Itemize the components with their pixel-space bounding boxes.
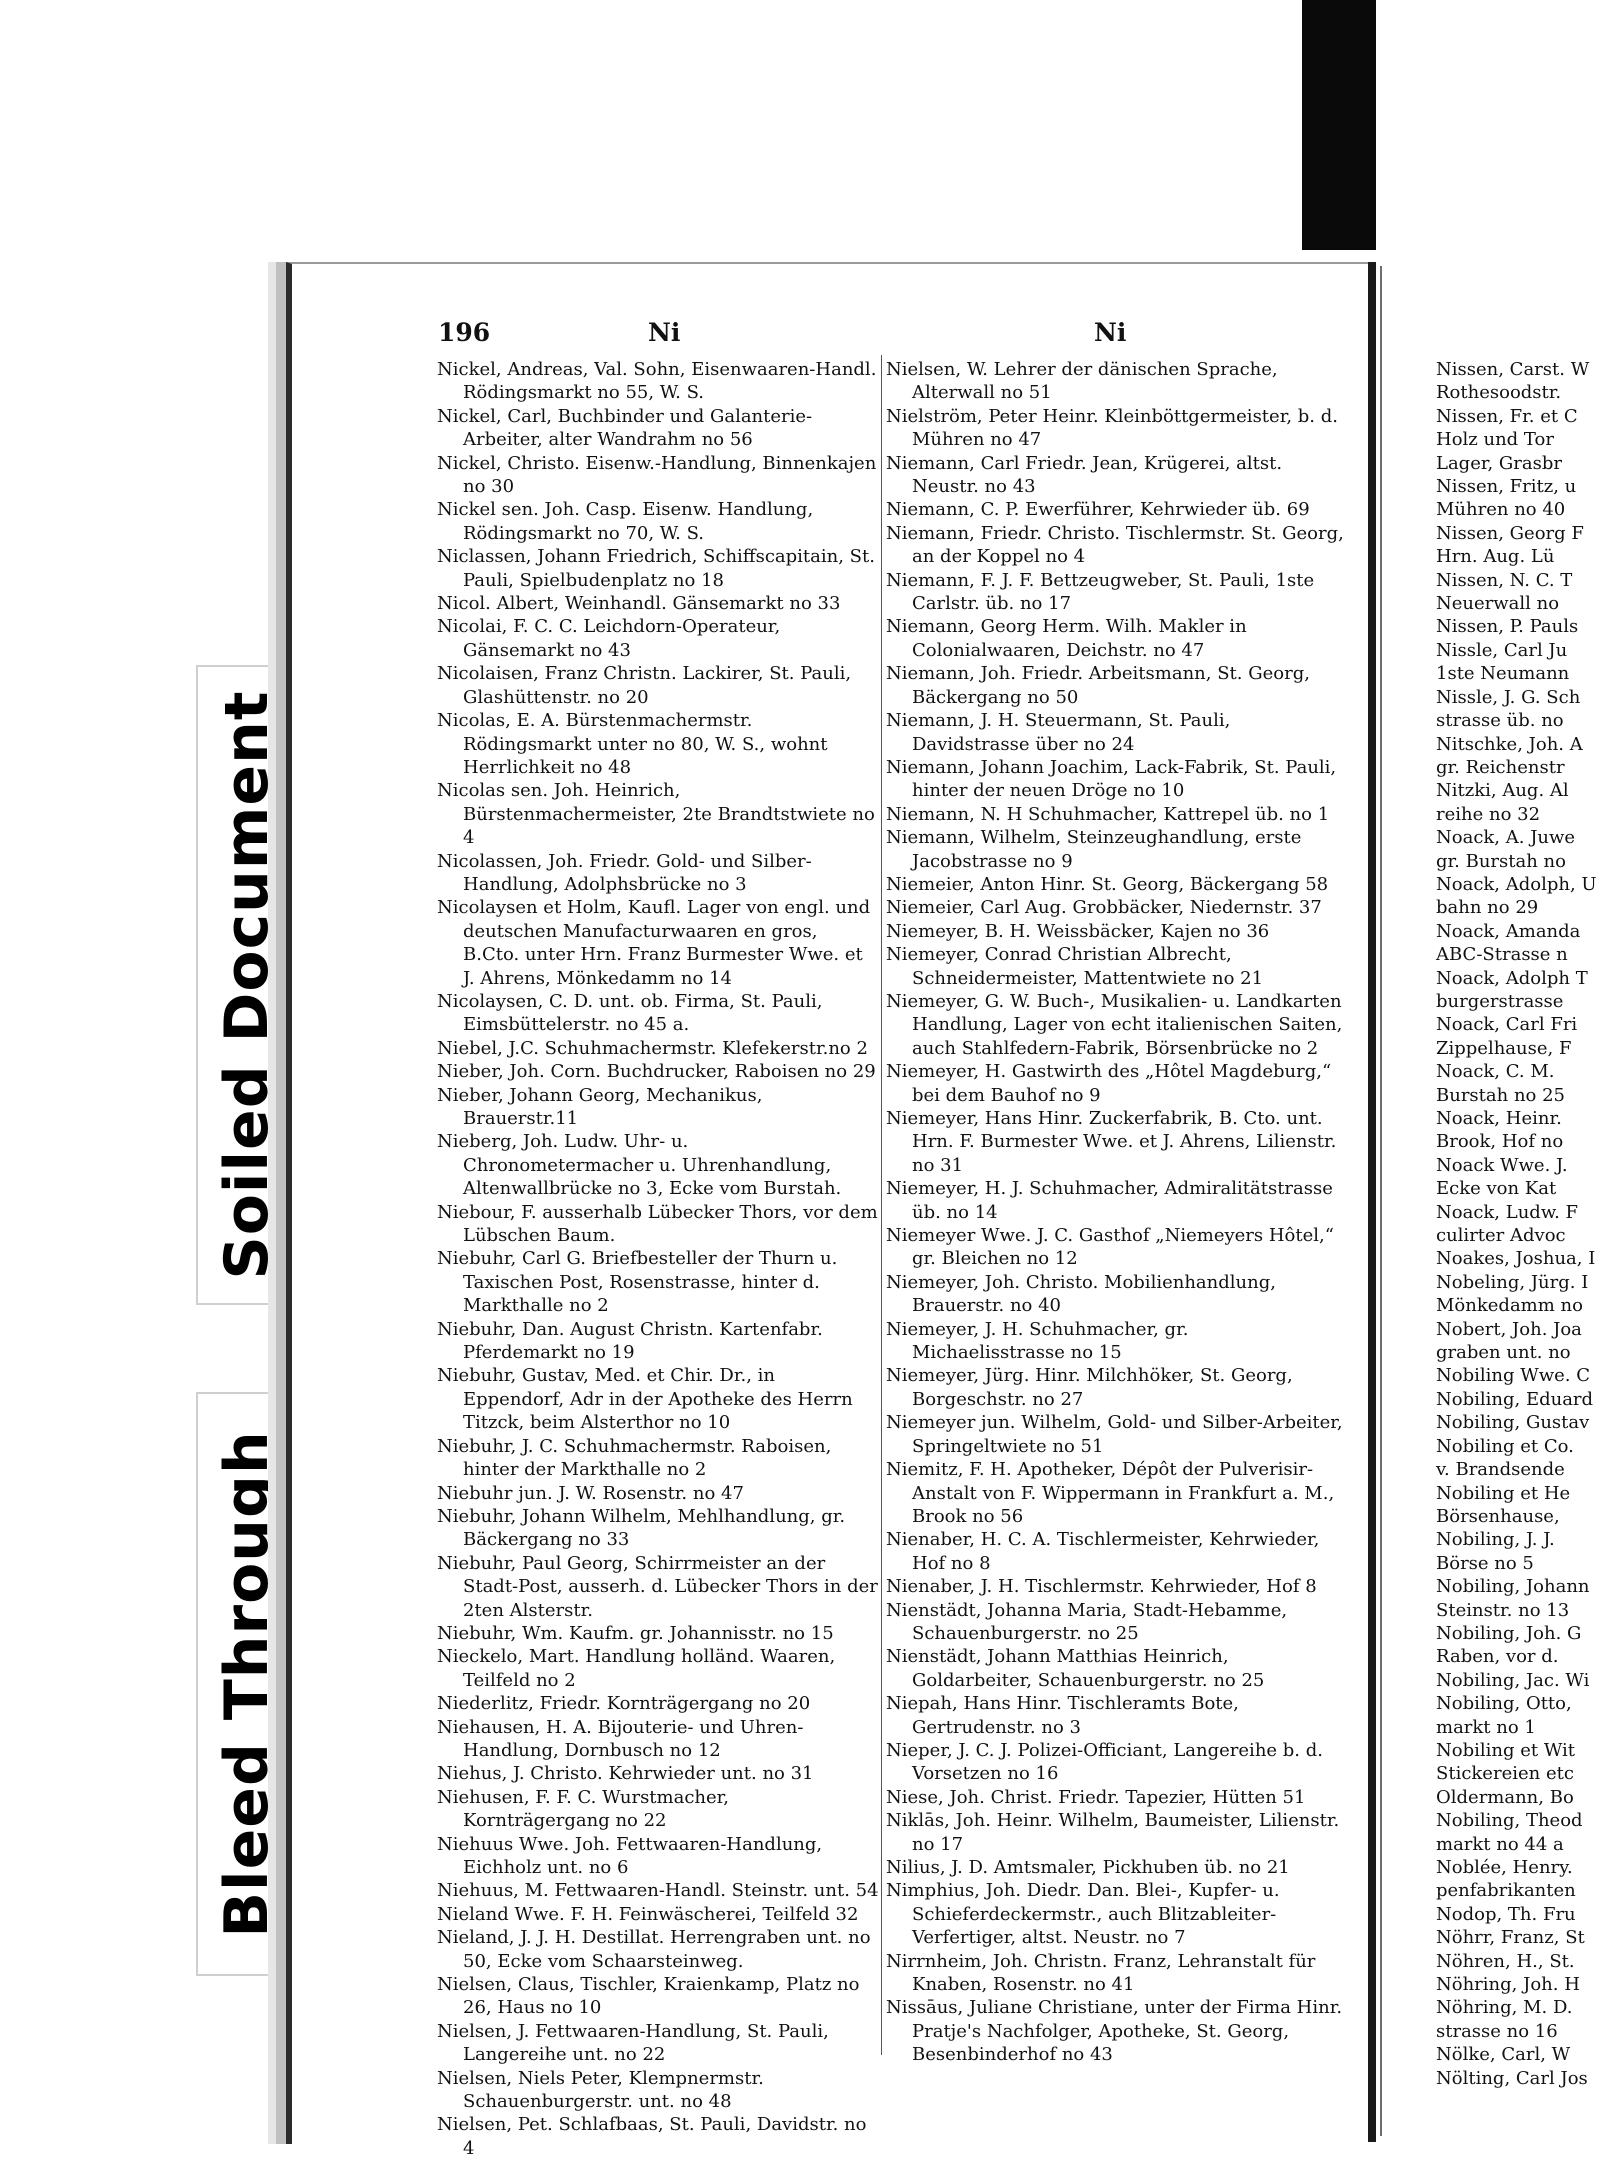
directory-entry: Nicolas sen. Joh. Heinrich, Bürstenmachermeister, 2te Brandtstwiete no 4 bbox=[437, 780, 875, 849]
directory-entry: Nöhren, H., St. bbox=[1436, 1950, 1575, 1972]
directory-entry: Niemeyer, B. H. Weissbäcker, Kajen no 36 bbox=[886, 920, 1270, 942]
directory-entry: Raben, vor d. bbox=[1436, 1646, 1559, 1668]
directory-entry: Mönkedamm no bbox=[1436, 1295, 1583, 1317]
directory-entry: Nitzki, Aug. Al bbox=[1436, 780, 1569, 802]
directory-entry: Noack, Ludw. F bbox=[1436, 1201, 1579, 1223]
directory-entry: Nobiling, Jac. Wi bbox=[1436, 1669, 1590, 1691]
directory-entry: Noack Wwe. J. bbox=[1436, 1154, 1568, 1176]
directory-entry: Nissen, P. Pauls bbox=[1436, 616, 1579, 638]
directory-entry: Nirrnheim, Joh. Christn. Franz, Lehranstalt für Knaben, Rosenstr. no 41 bbox=[886, 1950, 1316, 1996]
directory-entry: Nielström, Peter Heinr. Kleinböttgermeister, b. d. Mühren no 47 bbox=[886, 405, 1338, 451]
directory-entry: Niederlitz, Friedr. Kornträgergang no 20 bbox=[437, 1693, 811, 1715]
directory-entry: Niemann, N. H Schuhmacher, Kattrepel üb. no 1 bbox=[886, 803, 1330, 825]
directory-entry: Noack, Carl Fri bbox=[1436, 1014, 1578, 1036]
directory-entry: Nieber, Joh. Corn. Buchdrucker, Raboisen no 29 bbox=[437, 1061, 876, 1083]
directory-entry: Niepah, Hans Hinr. Tischleramts Bote, Gertrudenstr. no 3 bbox=[886, 1693, 1239, 1738]
directory-entry: markt no 1 bbox=[1436, 1716, 1536, 1738]
directory-entry: Holz und Tor bbox=[1436, 429, 1554, 451]
directory-entry: Nicolassen, Joh. Friedr. Gold- und Silber-Handlung, Adolphsbrücke no 3 bbox=[437, 850, 812, 895]
directory-entry: Nobiling, Eduard bbox=[1436, 1388, 1594, 1410]
directory-entry: Nölting, Carl Jos bbox=[1436, 2067, 1588, 2089]
directory-entry: graben unt. no bbox=[1436, 1342, 1571, 1364]
directory-entry: Noack, A. Juwe bbox=[1436, 827, 1576, 849]
directory-entry: Niebuhr jun. J. W. Rosenstr. no 47 bbox=[437, 1482, 744, 1504]
directory-entry: Niemeyer, Hans Hinr. Zuckerfabrik, B. Cto. unt. Hrn. F. Burmester Wwe. et J. Ahrens, Lilienstr. no 31 bbox=[886, 1108, 1337, 1176]
directory-entry: Niemeyer Wwe. J. C. Gasthof „Niemeyers Hôtel,“ gr. Bleichen no 12 bbox=[886, 1225, 1334, 1270]
directory-entry: reihe no 32 bbox=[1436, 803, 1541, 825]
directory-entry: burgerstrasse bbox=[1436, 990, 1564, 1012]
directory-entry: Niebuhr, Dan. August Christn. Kartenfabr. Pferdemarkt no 19 bbox=[437, 1318, 823, 1364]
directory-entry: Nickel sen. Joh. Casp. Eisenw. Handlung, Rödingsmarkt no 70, W. S. bbox=[437, 499, 814, 544]
directory-entry: Niemann, F. J. F. Bettzeugweber, St. Pauli, 1ste Carlstr. üb. no 17 bbox=[886, 569, 1315, 615]
column-rule bbox=[881, 355, 882, 2055]
directory-entry: Niemann, Friedr. Christo. Tischlermstr. St. Georg, an der Koppel no 4 bbox=[886, 522, 1344, 568]
directory-entry: Hrn. Aug. Lü bbox=[1436, 546, 1555, 568]
directory-entry: strasse no 16 bbox=[1436, 2020, 1558, 2042]
directory-entry: Noakes, Joshua, I bbox=[1436, 1248, 1596, 1270]
directory-entry: Nienaber, J. H. Tischlermstr. Kehrwieder, Hof 8 bbox=[886, 1576, 1317, 1598]
directory-entry: Nicolaysen, C. D. unt. ob. Firma, St. Pauli, Eimsbüttelerstr. no 45 a. bbox=[437, 990, 823, 1036]
directory-entry: strasse üb. no bbox=[1436, 710, 1564, 732]
directory-entry: Nobiling Wwe. C bbox=[1436, 1365, 1590, 1387]
directory-entry: Niebuhr, J. C. Schuhmachermstr. Raboisen, hinter der Markthalle no 2 bbox=[437, 1435, 832, 1481]
directory-entry: Nobiling et He bbox=[1436, 1482, 1571, 1504]
soiled-document-label bbox=[196, 665, 298, 1305]
directory-entry: Nickel, Andreas, Val. Sohn, Eisenwaaren-Handl. Rödingsmarkt no 55, W. S. bbox=[437, 359, 877, 404]
left-running-head: Ni bbox=[648, 318, 681, 347]
directory-entry: Nobeling, Jürg. I bbox=[1436, 1271, 1589, 1293]
directory-entry: Nobiling, Johann bbox=[1436, 1576, 1590, 1598]
directory-entry: 1ste Neumann bbox=[1436, 663, 1570, 685]
directory-entry: Noack, Adolph T bbox=[1436, 967, 1588, 989]
directory-entry: Nodop, Th. Fru bbox=[1436, 1903, 1576, 1925]
directory-entry: Niemeyer, Jürg. Hinr. Milchhöker, St. Georg, Borgeschstr. no 27 bbox=[886, 1365, 1293, 1410]
directory-entry: Niemann, Johann Joachim, Lack-Fabrik, St. Pauli, hinter der neuen Dröge no 10 bbox=[886, 756, 1337, 802]
directory-entry: Nöhring, Joh. H bbox=[1436, 1974, 1580, 1996]
directory-entry: Niemitz, F. H. Apotheker, Dépôt der Pulverisir-Anstalt von F. Wippermann in Frankfurt a. M., Brook no 56 bbox=[886, 1459, 1335, 1527]
directory-entry: Nienstädt, Johann Matthias Heinrich, Goldarbeiter, Schauenburgerstr. no 25 bbox=[886, 1646, 1265, 1691]
page-gutter bbox=[1368, 262, 1376, 2142]
right-column bbox=[886, 358, 1344, 2067]
directory-entry: Niemann, J. H. Steuermann, St. Pauli, Davidstrasse über no 24 bbox=[886, 710, 1231, 755]
page-number: 196 bbox=[438, 318, 491, 347]
directory-entry: Niemeier, Anton Hinr. St. Georg, Bäckergang 58 bbox=[886, 873, 1329, 895]
directory-entry: Niemeyer jun. Wilhelm, Gold- und Silber-Arbeiter, Springeltwiete no 51 bbox=[886, 1412, 1343, 1457]
directory-entry: Niehusen, F. F. C. Wurstmacher, Kornträgergang no 22 bbox=[437, 1786, 730, 1832]
directory-entry: Nieckelo, Mart. Handlung holländ. Waaren, Teilfeld no 2 bbox=[437, 1646, 836, 1691]
directory-entry: v. Brandsende bbox=[1436, 1459, 1565, 1481]
directory-entry: Niemann, Georg Herm. Wilh. Makler in Colonialwaaren, Deichstr. no 47 bbox=[886, 616, 1247, 661]
directory-entry: Niebuhr, Wm. Kaufm. gr. Johannisstr. no 15 bbox=[437, 1622, 834, 1644]
directory-entry: bahn no 29 bbox=[1436, 897, 1539, 919]
directory-entry: Nissen, Carst. W bbox=[1436, 359, 1590, 380]
next-page-column bbox=[1436, 358, 1600, 2090]
directory-entry: Nobiling, J. J. bbox=[1436, 1529, 1555, 1551]
soiled-document-text: Soiled Document bbox=[212, 690, 282, 1280]
directory-entry: Niehuus, M. Fettwaaren-Handl. Steinstr. unt. 54 bbox=[437, 1880, 879, 1902]
directory-entry: Börsenhause, bbox=[1436, 1505, 1560, 1527]
directory-entry: Oldermann, Bo bbox=[1436, 1786, 1574, 1808]
directory-entry: Nicol. Albert, Weinhandl. Gänsemarkt no 33 bbox=[437, 593, 841, 615]
directory-entry: Nieland, J. J. H. Destillat. Herrengraben unt. no 50, Ecke vom Schaarsteinweg. bbox=[437, 1927, 871, 1972]
directory-entry: Zippelhause, F bbox=[1436, 1037, 1572, 1059]
directory-entry: Nobiling, Gustav bbox=[1436, 1412, 1590, 1434]
directory-entry: gr. Reichenstr bbox=[1436, 756, 1565, 778]
directory-entry: Nieber, Johann Georg, Mechanikus, Brauerstr.11 bbox=[437, 1084, 763, 1129]
directory-entry: Niehuus Wwe. Joh. Fettwaaren-Handlung, Eichholz unt. no 6 bbox=[437, 1833, 823, 1878]
directory-entry: Nicolaysen et Holm, Kaufl. Lager von engl. und deutschen Manufacturwaaren en gros, B.Cto. unter Hrn. Franz Burmester Wwe. et J. Ahrens, Mönkedamm no 14 bbox=[437, 897, 871, 989]
directory-entry: Nielsen, Pet. Schlafbaas, St. Pauli, Davidstr. no 4 bbox=[437, 2114, 867, 2159]
directory-entry: Nielsen, Claus, Tischler, Kraienkamp, Platz no 26, Haus no 10 bbox=[437, 1974, 860, 2019]
directory-entry: gr. Burstah no bbox=[1436, 850, 1566, 872]
directory-entry: Nissen, Georg F bbox=[1436, 522, 1584, 544]
directory-entry: Niehus, J. Christo. Kehrwieder unt. no 31 bbox=[437, 1763, 814, 1785]
directory-entry: Lager, Grasbr bbox=[1436, 452, 1563, 474]
directory-entry: Niebuhr, Carl G. Briefbesteller der Thurn u. Taxischen Post, Rosenstrasse, hinter d. Markthalle no 2 bbox=[437, 1248, 838, 1317]
directory-entry: Nitschke, Joh. A bbox=[1436, 733, 1583, 755]
directory-entry: Nieland Wwe. F. H. Feinwäscherei, Teilfeld 32 bbox=[437, 1903, 859, 1925]
directory-entry: Niemeyer, J. H. Schuhmacher, gr. Michaelisstrasse no 15 bbox=[886, 1318, 1189, 1364]
directory-entry: Nissen, Fritz, u bbox=[1436, 476, 1577, 498]
directory-entry: Noack, C. M. bbox=[1436, 1061, 1555, 1083]
directory-entry: Nissle, Carl Ju bbox=[1436, 639, 1568, 661]
right-running-head: Ni bbox=[1094, 318, 1127, 347]
directory-entry: Neuerwall no bbox=[1436, 593, 1560, 615]
directory-entry: Nobiling, Joh. G bbox=[1436, 1622, 1582, 1644]
directory-entry: Steinstr. no 13 bbox=[1436, 1599, 1570, 1621]
bleed-through-label bbox=[196, 1392, 298, 1976]
directory-entry: Nobiling, Otto, bbox=[1436, 1693, 1572, 1715]
directory-entry: Nielsen, W. Lehrer der dänischen Sprache, Alterwall no 51 bbox=[886, 359, 1278, 404]
directory-entry: Brook, Hof no bbox=[1436, 1131, 1564, 1153]
directory-entry: Niebuhr, Paul Georg, Schirrmeister an der Stadt-Post, ausserh. d. Lübecker Thors in der 2ten Alsterstr. bbox=[437, 1552, 878, 1621]
directory-entry: Nobert, Joh. Joa bbox=[1436, 1318, 1582, 1340]
directory-entry: Noblée, Henry. bbox=[1436, 1857, 1573, 1878]
directory-entry: Nimphius, Joh. Diedr. Dan. Blei-, Kupfer- u. Schieferdeckermstr., auch Blitzableiter-Verfertiger, altst. Neustr. no 7 bbox=[886, 1880, 1280, 1949]
directory-entry: Burstah no 25 bbox=[1436, 1084, 1565, 1106]
directory-entry: Niklās, Joh. Heinr. Wilhelm, Baumeister, Lilienstr. no 17 bbox=[886, 1810, 1340, 1855]
directory-entry: Nieper, J. C. J. Polizei-Officiant, Langereihe b. d. Vorsetzen no 16 bbox=[886, 1739, 1323, 1785]
directory-entry: Niebel, J.C. Schuhmachermstr. Klefekerstr.no 2 bbox=[437, 1037, 868, 1059]
directory-entry: Niemeyer, Conrad Christian Albrecht, Schneidermeister, Mattentwiete no 21 bbox=[886, 944, 1264, 989]
directory-entry: Noack, Heinr. bbox=[1436, 1108, 1562, 1129]
directory-entry: Niebour, F. ausserhalb Lübecker Thors, vor dem Lübschen Baum. bbox=[437, 1201, 878, 1247]
directory-entry: Nöhrr, Franz, St bbox=[1436, 1927, 1585, 1949]
directory-entry: Nissen, N. C. T bbox=[1436, 569, 1573, 591]
directory-entry: Noack, Adolph, U bbox=[1436, 873, 1597, 895]
directory-entry: Nobiling et Wit bbox=[1436, 1739, 1575, 1761]
directory-entry: penfabrikanten bbox=[1436, 1880, 1576, 1902]
directory-entry: Nicolas, E. A. Bürstenmachermstr. Rödingsmarkt unter no 80, W. S., wohnt Herrlichkeit no 48 bbox=[437, 710, 828, 778]
directory-entry: Nienaber, H. C. A. Tischlermeister, Kehrwieder, Hof no 8 bbox=[886, 1529, 1320, 1574]
black-tab bbox=[1302, 0, 1376, 250]
directory-entry: Nickel, Christo. Eisenw.-Handlung, Binnenkajen no 30 bbox=[437, 452, 877, 498]
directory-entry: Nielsen, J. Fettwaaren-Handlung, St. Pauli, Langereihe unt. no 22 bbox=[437, 2020, 829, 2066]
directory-entry: Niebuhr, Gustav, Med. et Chir. Dr., in Eppendorf, Adr in der Apotheke des Herrn Titzck, beim Alsterthor no 10 bbox=[437, 1365, 853, 1434]
directory-entry: Niclassen, Johann Friedrich, Schiffscapitain, St. Pauli, Spielbudenplatz no 18 bbox=[437, 546, 875, 591]
directory-entry: Niemann, C. P. Ewerführer, Kehrwieder üb. 69 bbox=[886, 499, 1310, 521]
directory-entry: Nilius, J. D. Amtsmaler, Pickhuben üb. no 21 bbox=[886, 1857, 1290, 1878]
directory-entry: Niemeyer, Joh. Christo. Mobilienhandlung, Brauerstr. no 40 bbox=[886, 1271, 1276, 1317]
directory-entry: Börse no 5 bbox=[1436, 1552, 1534, 1574]
directory-entry: Nölke, Carl, W bbox=[1436, 2044, 1571, 2066]
directory-entry: Nobiling, Theod bbox=[1436, 1810, 1583, 1832]
directory-entry: Nieberg, Joh. Ludw. Uhr- u. Chronometermacher u. Uhrenhandlung, Altenwallbrücke no 3, Ecke vom Burstah. bbox=[437, 1131, 842, 1200]
directory-entry: Niebuhr, Johann Wilhelm, Mehlhandlung, gr. Bäckergang no 33 bbox=[437, 1505, 846, 1551]
directory-entry: Nissen, Fr. et C bbox=[1436, 405, 1578, 427]
directory-entry: Rothesoodstr. bbox=[1436, 382, 1562, 404]
directory-entry: Nicolaisen, Franz Christn. Lackirer, St. Pauli, Glashüttenstr. no 20 bbox=[437, 663, 852, 708]
directory-entry: Niehausen, H. A. Bijouterie- und Uhren-Handlung, Dornbusch no 12 bbox=[437, 1716, 804, 1761]
directory-entry: Niemeier, Carl Aug. Grobbäcker, Niedernstr. 37 bbox=[886, 897, 1322, 919]
directory-entry: Niemann, Joh. Friedr. Arbeitsmann, St. Georg, Bäckergang no 50 bbox=[886, 663, 1310, 708]
directory-entry: Niemeyer, G. W. Buch-, Musikalien- u. Landkarten Handlung, Lager von echt italienischen Saiten, auch Stahlfedern-Fabrik, Börsenbrücke no 2 bbox=[886, 990, 1343, 1059]
directory-entry: culirter Advoc bbox=[1436, 1225, 1566, 1247]
directory-entry: Nickel, Carl, Buchbinder und Galanterie-Arbeiter, alter Wandrahm no 56 bbox=[437, 405, 813, 451]
directory-entry: Nienstädt, Johanna Maria, Stadt-Hebamme, Schauenburgerstr. no 25 bbox=[886, 1599, 1288, 1644]
directory-entry: Niemeyer, H. J. Schuhmacher, Admiralitätstrasse üb. no 14 bbox=[886, 1178, 1333, 1223]
directory-entry: Noack, Amanda bbox=[1436, 920, 1581, 942]
directory-entry: Stickereien etc bbox=[1436, 1763, 1574, 1785]
directory-entry: Ecke von Kat bbox=[1436, 1178, 1557, 1200]
bleed-through-text: Bleed Through bbox=[212, 1430, 282, 1938]
directory-entry: Nöhring, M. D. bbox=[1436, 1997, 1573, 2019]
directory-entry: markt no 44 a bbox=[1436, 1833, 1564, 1855]
directory-entry: Mühren no 40 bbox=[1436, 499, 1566, 521]
directory-entry: Nobiling et Co. bbox=[1436, 1435, 1574, 1457]
directory-entry: Nicolai, F. C. C. Leichdorn-Operateur, Gänsemarkt no 43 bbox=[437, 616, 781, 661]
directory-entry: Nissāus, Juliane Christiane, unter der Firma Hinr. Pratje's Nachfolger, Apotheke, St. Georg, Besenbinderhof no 43 bbox=[886, 1997, 1343, 2066]
directory-entry: Niese, Joh. Christ. Friedr. Tapezier, Hütten 51 bbox=[886, 1786, 1306, 1808]
directory-entry: Nielsen, Niels Peter, Klempnermstr. Schauenburgerstr. unt. no 48 bbox=[437, 2067, 764, 2113]
directory-entry: Nissle, J. G. Sch bbox=[1436, 686, 1581, 708]
left-column bbox=[437, 358, 879, 2160]
directory-entry: Niemann, Wilhelm, Steinzeughandlung, erste Jacobstrasse no 9 bbox=[886, 827, 1302, 872]
directory-entry: Niemann, Carl Friedr. Jean, Krügerei, altst. Neustr. no 43 bbox=[886, 452, 1283, 498]
directory-entry: Niemeyer, H. Gastwirth des „Hôtel Magdeburg,“ bei dem Bauhof no 9 bbox=[886, 1061, 1332, 1106]
directory-entry: ABC-Strasse n bbox=[1436, 944, 1568, 966]
